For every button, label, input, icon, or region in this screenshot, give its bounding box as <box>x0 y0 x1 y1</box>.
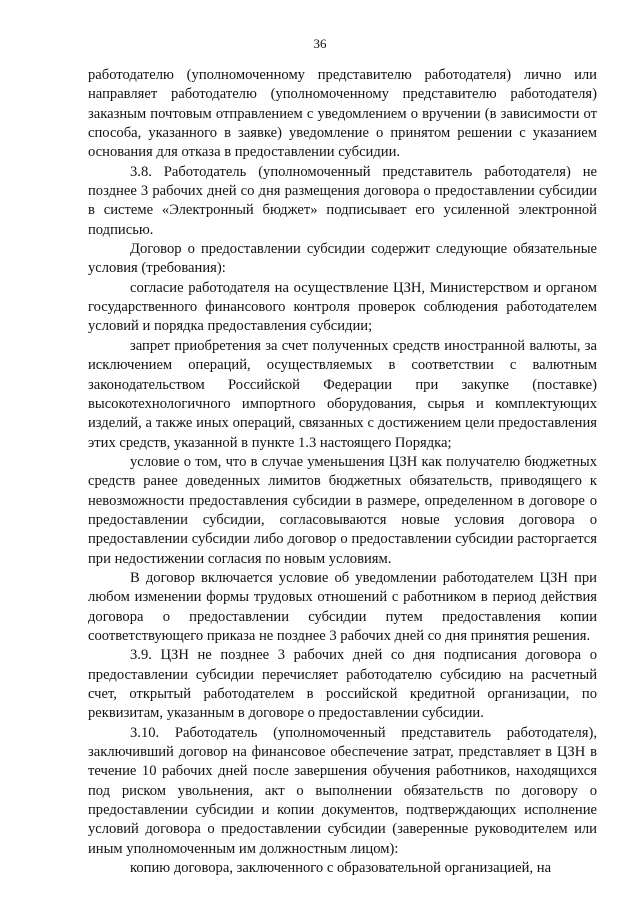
paragraph-limits-condition: условие о том, что в случае уменьшения ЦЗН как получателю бюджетных средств ранее доведенных лимитов бюджетных обязательств, приводящего к невозможности предоставления субсидии в размере, определенном в договоре о предоставлении субсидии, согласовываются новые условия договора о предоставлении субсидии либо договор о предоставлении субсидии расторгается при недостижении согласия по новым условиям. <box>88 453 597 567</box>
paragraph-consent-condition: согласие работодателя на осуществление ЦЗН, Министерством и органом государственного финансового контроля проверок соблюдения работодателем условий и порядка предоставления субсидии; <box>88 279 597 335</box>
paragraph-contract-conditions: Договор о предоставлении субсидии содержит следующие обязательные условия (требования): <box>88 241 597 277</box>
paragraph-currency-ban: запрет приобретения за счет полученных средств иностранной валюты, за исключением операций, осуществляемых в соответствии с валютным законодательством Российской Федерации при закупке (поставке) высокотехнологичного импортного оборудования, сырья и комплектующих изделий, а также иных операций, связанных с достижением цели предоставления этих средств, указанной в пункте 1.3 настоящего Порядка; <box>88 337 597 451</box>
paragraph-notification-condition: В договор включается условие об уведомлении работодателем ЦЗН при любом изменении формы трудовых отношений с работником в период действия договора о предоставлении субсидии путем предоставления копии соответствующего приказа не позднее 3 рабочих дней со дня принятия решения. <box>88 569 597 644</box>
paragraph-3-9: 3.9. ЦЗН не позднее 3 рабочих дней со дня подписания договора о предоставлении субсидии перечисляет работодателю субсидию на расчетный счет, открытый работодателем в российской кредитной организации, по реквизитам, указанным в договоре о предоставлении субсидии. <box>88 647 597 722</box>
paragraph-3-8: 3.8. Работодатель (уполномоченный представитель работодателя) не позднее 3 рабочих дней со дня размещения договора о предоставлении субсидии в системе «Электронный бюджет» подписывает его усиленной электронной подписью. <box>88 163 597 238</box>
paragraph-contract-copy: копию договора, заключенного с образовательной организацией, на <box>130 860 552 877</box>
paragraph-continuation: работодателю (уполномоченному представителю работодателя) лично или направляет работодателю (уполномоченному представителю работодателя) заказным почтовым отправлением с уведомлением о вручении (в зависимости от способа, указанного в заявке) уведомление о принятом решении с указанием основания для отказа в предоставлении субсидии. <box>88 67 597 161</box>
paragraph-3-10: 3.10. Работодатель (уполномоченный представитель работодателя), заключивший договор на финансовое обеспечение затрат, представляет в ЦЗН в течение 10 рабочих дней после завершения обучения работников, находящихся под риском увольнения, акт о выполнении обязательств по договору о предоставлении субсидии и копии документов, подтверждающих исполнение условий договора о предоставлении субсидии (заверенные руководителем или иным уполномоченным им должностным лицом): <box>88 724 597 857</box>
document-body <box>88 66 597 878</box>
page-number: 36 <box>313 36 327 51</box>
